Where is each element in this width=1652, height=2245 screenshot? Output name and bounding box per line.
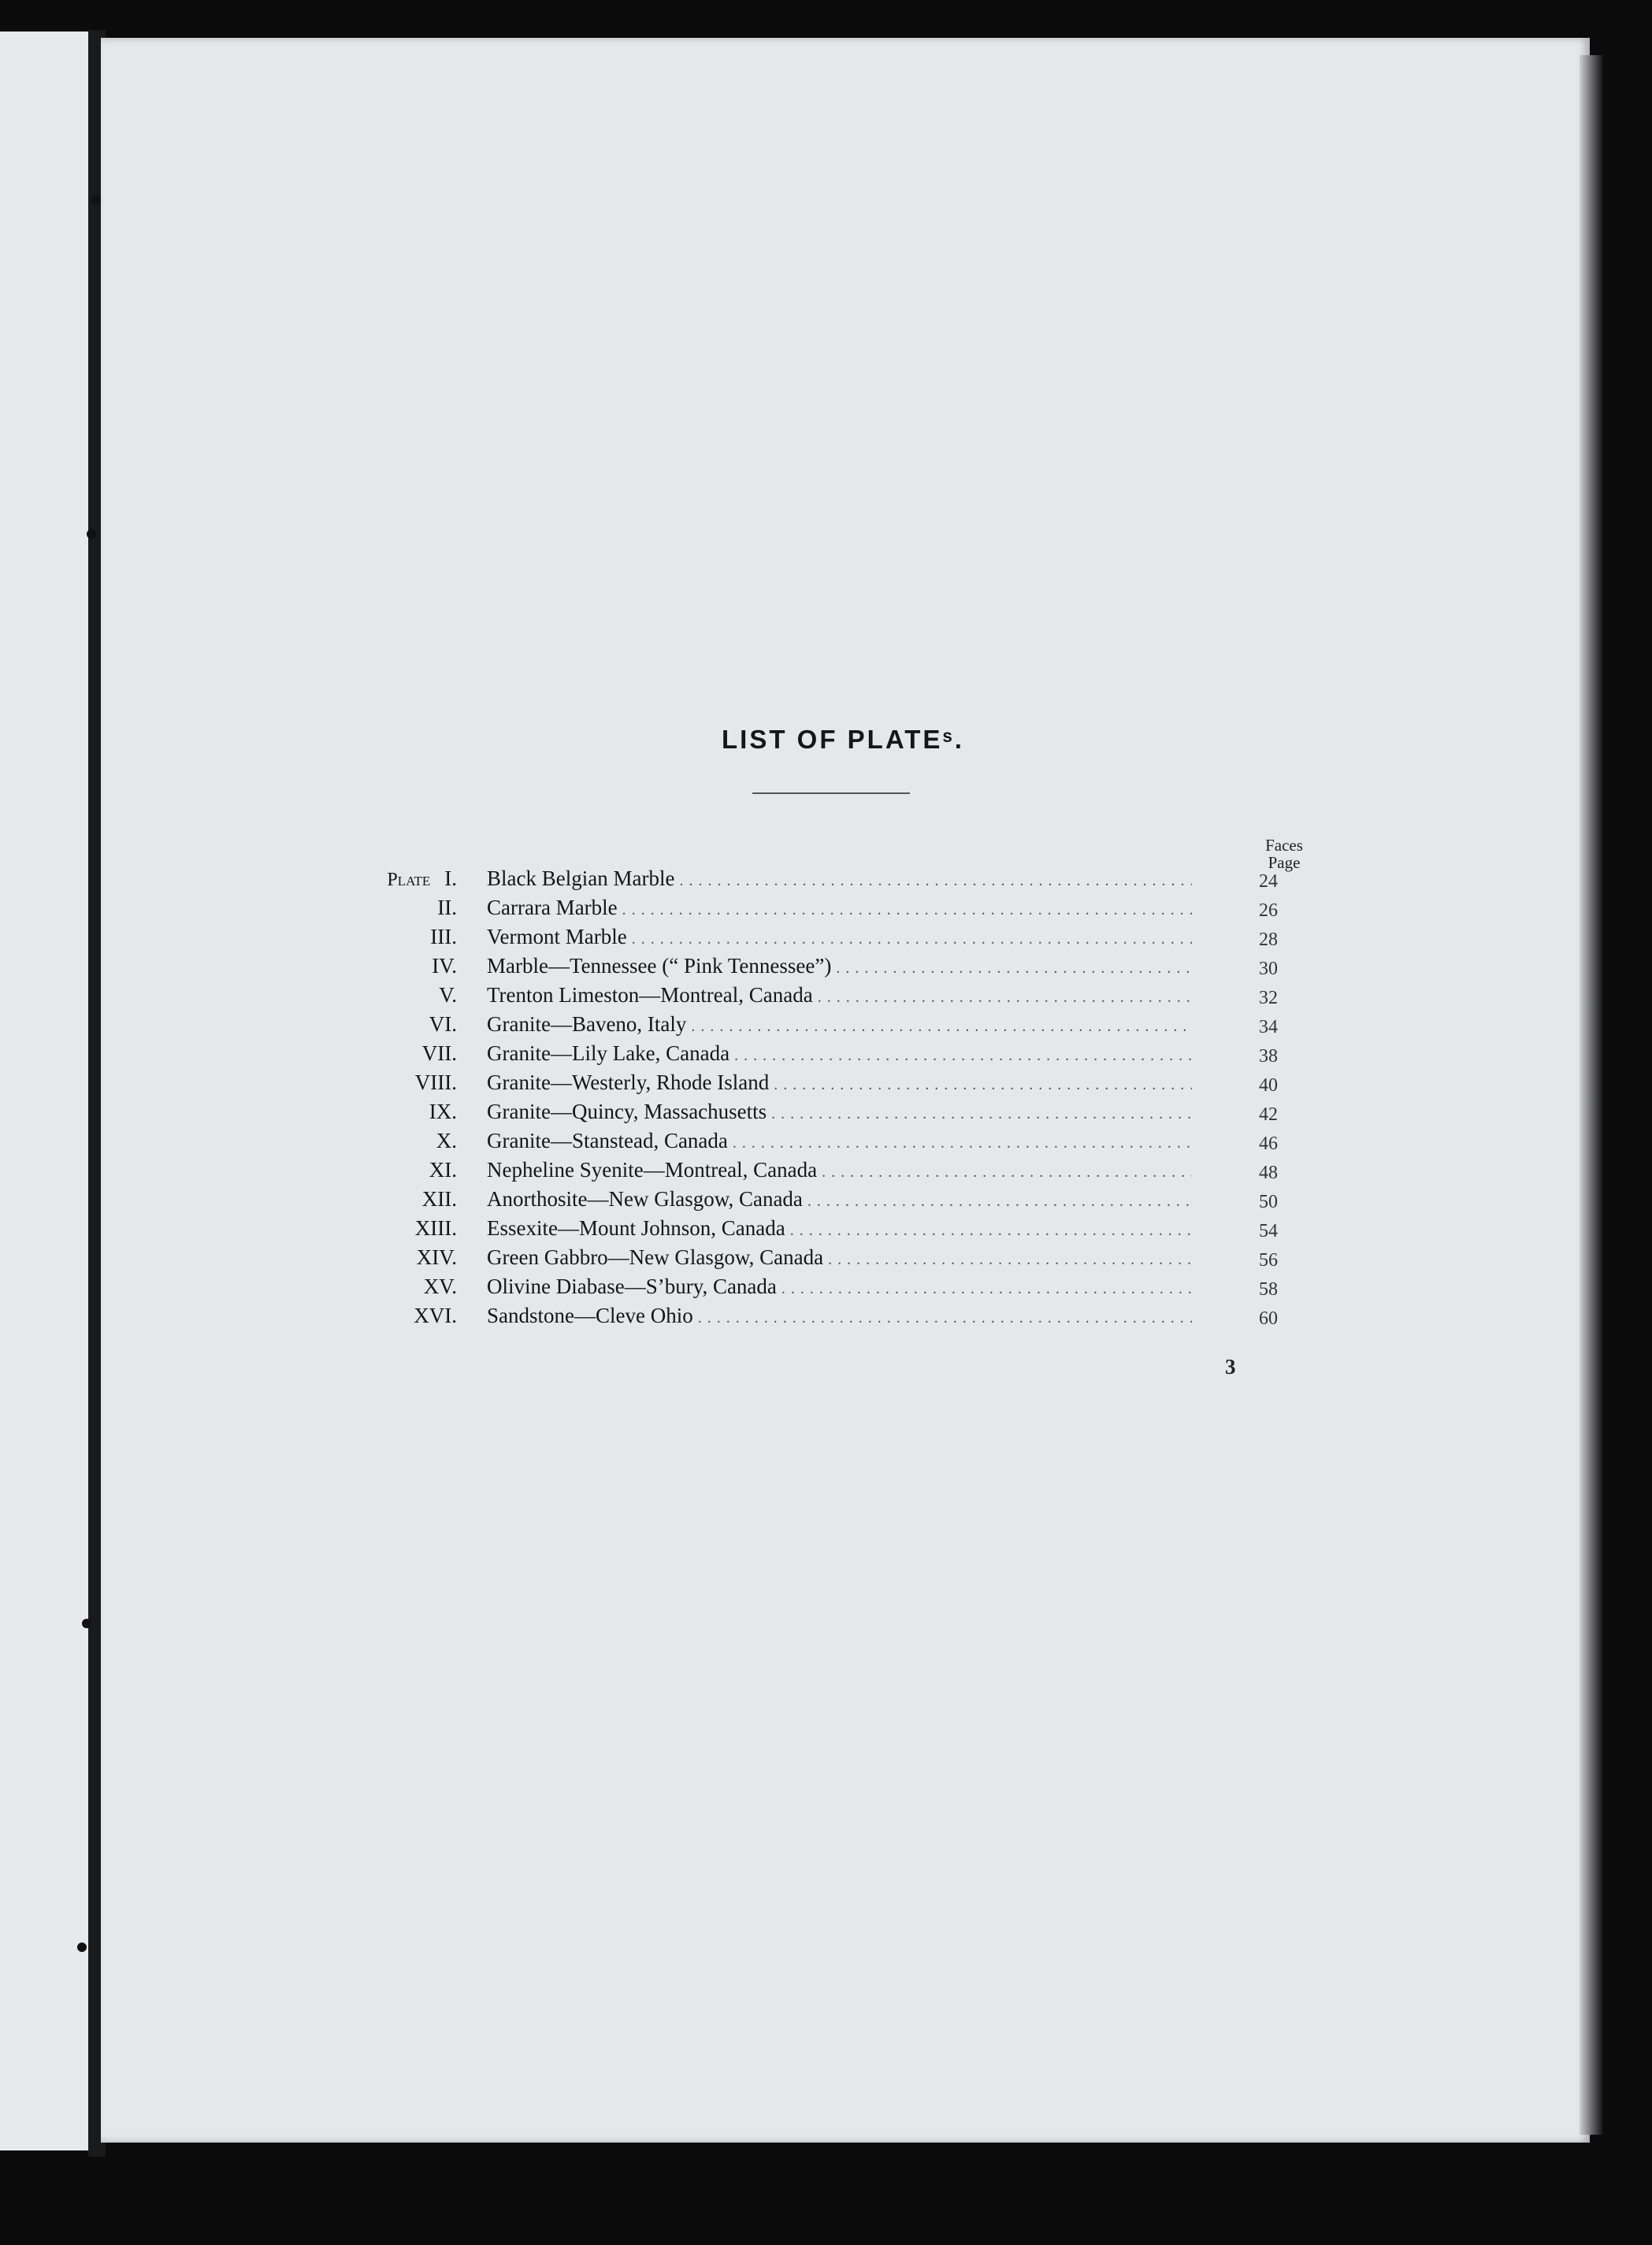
binding-hole (82, 1619, 91, 1628)
plate-entry (331, 981, 1331, 1011)
plate-description: Carrara Marble . . . (487, 896, 1192, 920)
plate-description: Nepheline Syenite—Montreal, Canada . . . (487, 1158, 1192, 1182)
plate-label (331, 1012, 457, 1037)
plate-page-number: 48 (1259, 1163, 1278, 1183)
plate-entry (331, 1156, 1331, 1186)
plate-label (331, 866, 457, 891)
plate-page-number: 50 (1259, 1192, 1278, 1212)
plate-entry (331, 1273, 1331, 1302)
plate-numeral: I. (444, 866, 457, 890)
plate-numeral: II. (437, 896, 457, 919)
plate-label (331, 1071, 457, 1095)
plate-label (331, 1041, 457, 1066)
plate-numeral: VII. (421, 1041, 457, 1065)
plate-page-number: 34 (1259, 1017, 1278, 1037)
plate-label (331, 1304, 457, 1328)
plate-description: Vermont Marble . . . (487, 925, 1192, 949)
plate-label (331, 1245, 457, 1270)
plate-entry (331, 894, 1331, 923)
plate-numeral: XIII. (414, 1216, 457, 1240)
plate-description: Granite—Quincy, Massachusetts . . . (487, 1100, 1192, 1124)
plate-entry (331, 1040, 1331, 1069)
plate-description: Black Belgian Marble . . . (487, 866, 1192, 891)
plate-numeral: V. (439, 983, 457, 1007)
plate-page-number: 56 (1259, 1250, 1278, 1271)
plate-label (331, 1158, 457, 1182)
plate-entry (331, 1302, 1331, 1331)
plate-numeral: VIII. (414, 1071, 457, 1094)
faces-label: Faces (1265, 836, 1303, 855)
plate-numeral: XVI. (414, 1304, 457, 1327)
plate-entry (331, 1215, 1331, 1244)
plate-label (331, 925, 457, 949)
plate-description: Olivine Diabase—S’bury, Canada . . . (487, 1275, 1192, 1299)
plate-entry (331, 865, 1331, 894)
plate-label (331, 954, 457, 978)
page-label: Page (1268, 853, 1301, 872)
plate-entry (331, 1244, 1331, 1273)
plate-page-number: 54 (1259, 1221, 1278, 1241)
plate-numeral: IX. (429, 1100, 457, 1123)
plate-label (331, 1275, 457, 1299)
plate-entry (331, 1011, 1331, 1040)
page-number: 3 (1225, 1355, 1236, 1379)
plate-label (331, 1216, 457, 1241)
page-edge-shadow (1580, 55, 1603, 2135)
plate-entry (331, 1186, 1331, 1215)
plate-description: Anorthosite—New Glasgow, Canada . . . (487, 1187, 1192, 1212)
plate-page-number: 46 (1259, 1134, 1278, 1154)
title-rule (752, 792, 910, 794)
plate-label (331, 983, 457, 1007)
plate-numeral: X. (436, 1129, 457, 1152)
plate-description: Sandstone—Cleve Ohio . . . (487, 1304, 1192, 1328)
plate-numeral: XI. (429, 1158, 457, 1182)
plate-page-number: 42 (1259, 1104, 1278, 1125)
plate-numeral: IV. (432, 954, 457, 978)
plate-label (331, 1129, 457, 1153)
plate-description: Granite—Westerly, Rhode Island . . . (487, 1071, 1192, 1095)
plate-description: Granite—Baveno, Italy . . . (487, 1012, 1192, 1037)
plate-entry (331, 952, 1331, 981)
plate-description: Granite—Lily Lake, Canada . . . (487, 1041, 1192, 1066)
plate-page-number: 58 (1259, 1279, 1278, 1300)
plate-page-number: 32 (1259, 988, 1278, 1008)
plate-word: Plate (387, 870, 431, 890)
plate-description: Essexite—Mount Johnson, Canada . . . (487, 1216, 1192, 1241)
plate-entry (331, 1098, 1331, 1127)
plate-description: Marble—Tennessee (“ Pink Tennessee”) . . . (487, 954, 1192, 978)
plate-numeral: III. (430, 925, 457, 948)
plate-label (331, 1100, 457, 1124)
plate-page-number: 30 (1259, 959, 1278, 979)
page-title: LIST OF PLATEˢ. (722, 725, 964, 754)
plate-page-number: 24 (1259, 871, 1278, 892)
plate-page-number: 26 (1259, 900, 1278, 921)
plates-list (331, 865, 1331, 1331)
plate-page-number: 38 (1259, 1046, 1278, 1067)
facing-page-edge (0, 32, 95, 2150)
plate-label (331, 1187, 457, 1212)
plate-numeral: XIV. (416, 1245, 457, 1269)
plate-entry (331, 1127, 1331, 1156)
plate-page-number: 60 (1259, 1308, 1278, 1329)
binding-hole (91, 195, 101, 205)
plate-page-number: 28 (1259, 930, 1278, 950)
plate-description: Green Gabbro—New Glasgow, Canada . . . (487, 1245, 1192, 1270)
plate-numeral: XV. (423, 1275, 457, 1298)
plate-label (331, 896, 457, 920)
plate-numeral: VI. (429, 1012, 457, 1036)
plate-numeral: XII. (421, 1187, 457, 1211)
plate-description: Trenton Limeston—Montreal, Canada . . . (487, 983, 1192, 1007)
plate-description: Granite—Stanstead, Canada . . . (487, 1129, 1192, 1153)
binding-hole (77, 1943, 87, 1952)
plate-page-number: 40 (1259, 1075, 1278, 1096)
plate-entry (331, 923, 1331, 952)
binding-hole (87, 529, 96, 539)
plate-entry (331, 1069, 1331, 1098)
